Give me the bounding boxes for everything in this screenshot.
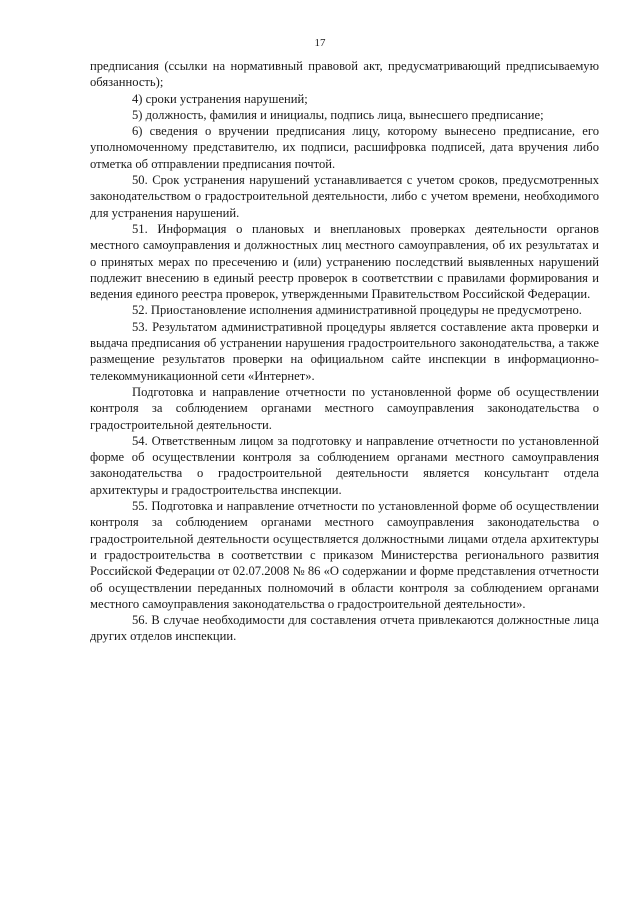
paragraph-item-5: 5) должность, фамилия и инициалы, подпись лица, вынесшего предписание; <box>132 107 544 122</box>
paragraph-50: 50. Срок устранения нарушений устанавливается с учетом сроков, предусмотренных законодательством о градостроительной деятельности, либо с учетом времени, необходимого для устранения нарушений. <box>90 173 599 220</box>
document-body <box>90 58 599 645</box>
paragraph-55: 55. Подготовка и направление отчетности по установленной форме об осуществлении контроля за соблюдением органами местного самоуправления законодательства о градостроительной деятельности осуществляется должностными лицами отдела архитектуры и градостроительства в соответствии с приказом Министерства регионального развития Российской Федерации от 02.07.2008 № 86 «О содержании и форме представления отчетности об осуществлении переданных полномочий в области контроля за соблюдением органами местного самоуправления законодательства о градостроительной деятельности». <box>90 499 599 611</box>
paragraph-56: 56. В случае необходимости для составления отчета привлекаются должностные лица других отделов инспекции. <box>90 613 599 644</box>
paragraph-51: 51. Информация о плановых и внеплановых проверках деятельности органов местного самоуправления и должностных лиц местного самоуправления, об их результатах и о принятых мерах по пресечению и (или) устранению последствий выявленных нарушений подлежит внесению в единый реестр проверок в соответствии с правилами формирования и ведения единого реестра проверок, утвержденными Правительством Российской Федерации. <box>90 221 599 302</box>
section-heading-reporting: Подготовка и направление отчетности по установленной форме об осуществлении контроля за соблюдением органами местного самоуправления законодательства о градостроительной деятельности. <box>90 384 599 432</box>
paragraph-continuation: предписания (ссылки на нормативный правовой акт, предусматривающий предписываемую обязанность); <box>90 59 599 90</box>
page-number: 17 <box>314 37 326 49</box>
paragraph-52: 52. Приостановление исполнения административной процедуры не предусмотрено. <box>132 303 582 318</box>
paragraph-53: 53. Результатом административной процедуры является составление акта проверки и выдача предписания об устранении нарушения градостроительного законодательства, а также размещение результатов проверки на официальном сайте инспекции в информационно-телекоммуникационной сети «Интернет». <box>90 319 599 383</box>
paragraph-item-6: 6) сведения о вручении предписания лицу, которому вынесено предписание, его уполномоченному представителю, их подписи, расшифровка подписей, дата вручения либо отметка об отправлении предписания почтой. <box>90 124 599 171</box>
paragraph-item-4: 4) сроки устранения нарушений; <box>132 91 308 106</box>
paragraph-54: 54. Ответственным лицом за подготовку и направление отчетности по установленной форме об осуществлении контроля за соблюдением органами местного самоуправления законодательства о градостроительной деятельности является консультант отдела архитектуры и градостроительства инспекции. <box>90 433 599 497</box>
